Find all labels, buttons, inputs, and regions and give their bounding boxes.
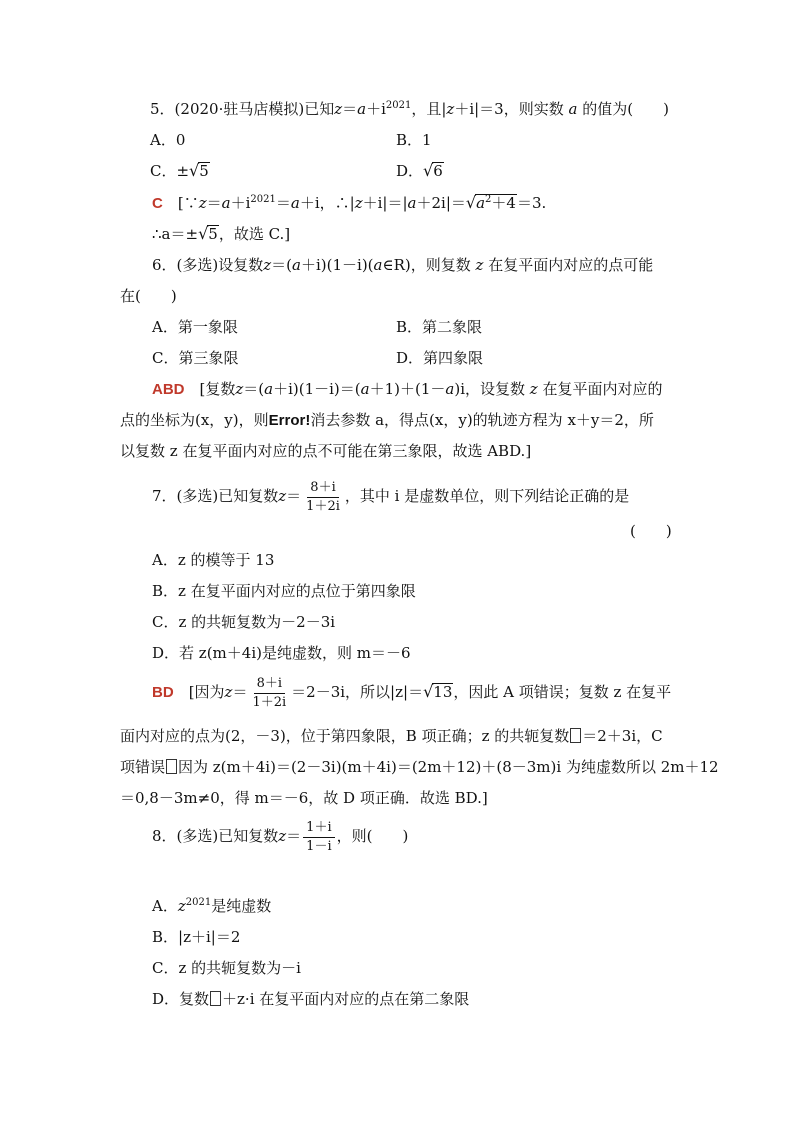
q6-option-d: D．第四象限	[396, 349, 484, 367]
q8-fraction: $\frac{1+i}{1-i}$	[303, 819, 334, 856]
q7-paren: ( )	[630, 522, 672, 540]
q5-option-d: D．√6	[396, 161, 443, 180]
q7-solution-line2: 面内对应的点为(2，－3)，位于第四象限，B 项正确；z 的共轭复数 ＝2＋3i，C	[120, 727, 663, 745]
q6-option-a: A．第一象限	[152, 318, 238, 336]
q6-solution-line2: 点的坐标为(x，y)，则Error!消去参数 a，得点(x，y)的轨迹方程为 x＋y＝2，所	[120, 411, 654, 429]
q7-answer: BD	[152, 684, 174, 701]
q7-solution: BD [因为z＝ $\frac{8+i}{1+2i}$ ＝2－3i，所以|z|＝√13，因此 A 项错误；复数 z 在复平	[152, 675, 672, 710]
q7-fraction: $\frac{8+i}{1+2i}$	[306, 479, 340, 514]
q7-option-c: C．z 的共轭复数为－2－3i	[152, 613, 336, 631]
q6-stem: 6．(多选)设复数z＝(a＋i)(1－i)(a∈R)，则复数 z 在复平面内对应的点可能	[152, 256, 654, 274]
q6-answer: ABD	[152, 381, 185, 398]
q7-solution-line4: ＝0,8－3m≠0，得 m＝－6，故 D 项正确．故选 BD.]	[120, 789, 488, 807]
q5-answer: C	[152, 195, 163, 212]
missing-glyph-box	[166, 759, 177, 774]
q8-option-b: B．|z＋i|＝2	[152, 928, 241, 946]
q7-solution-line3: 项错误 因为 z(m＋4i)＝(2－3i)(m＋4i)＝(2m＋12)＋(8－3m)i 为纯虚数所以 2m＋12	[120, 758, 719, 776]
missing-glyph-box	[570, 728, 581, 743]
q7-option-b: B．z 在复平面内对应的点位于第四象限	[152, 582, 416, 600]
q6-option-c: C．第三象限	[152, 349, 239, 367]
q6-solution: ABD [复数z＝(a＋i)(1－i)＝(a＋1)＋(1－a)i，设复数 z 在复平面内对应的	[152, 380, 663, 398]
q6-solution-line3: 以复数 z 在复平面内对应的点不可能在第三象限，故选 ABD.]	[120, 442, 532, 460]
q8-option-a: A．$z^{2021}$是纯虚数	[152, 897, 272, 915]
q5-option-a: A．0	[150, 131, 186, 149]
q8-option-c: C．z 的共轭复数为－i	[152, 959, 301, 977]
q5-stem: 5．(2020·驻马店模拟)已知$z=a+i^{2021}$，且|z＋i|＝3，则实数 a 的值为( )	[150, 100, 669, 118]
q8-stem: 8．(多选)已知复数z＝ $\frac{1+i}{1-i}$ ，则( )	[152, 819, 409, 854]
missing-glyph-box	[210, 991, 221, 1006]
q6-stem-line2: 在( )	[120, 287, 177, 305]
q7-option-d: D．若 z(m＋4i)是纯虚数，则 m＝－6	[152, 644, 411, 662]
q5-option-b: B．1	[396, 131, 432, 149]
q5-solution-line2: ∴a＝±√5，故选 C.]	[152, 224, 291, 243]
q8-option-d: D．复数 ＋z·i 在复平面内对应的点在第二象限	[152, 990, 470, 1008]
q7-stem: 7．(多选)已知复数z＝ $\frac{8+i}{1+2i}$ ，其中 i 是虚数单位，则下列结论正确的是	[152, 479, 630, 514]
q5-option-c: C．±√5	[150, 161, 209, 180]
q7-option-a: A．z 的模等于 13	[152, 551, 275, 569]
q5-solution: C [$\because z=a+i^{2021}=a+i$，$\therefore|z+i|=|a+2i|=√a^2+4=3$.	[152, 193, 547, 212]
q6-option-b: B．第二象限	[396, 318, 483, 336]
